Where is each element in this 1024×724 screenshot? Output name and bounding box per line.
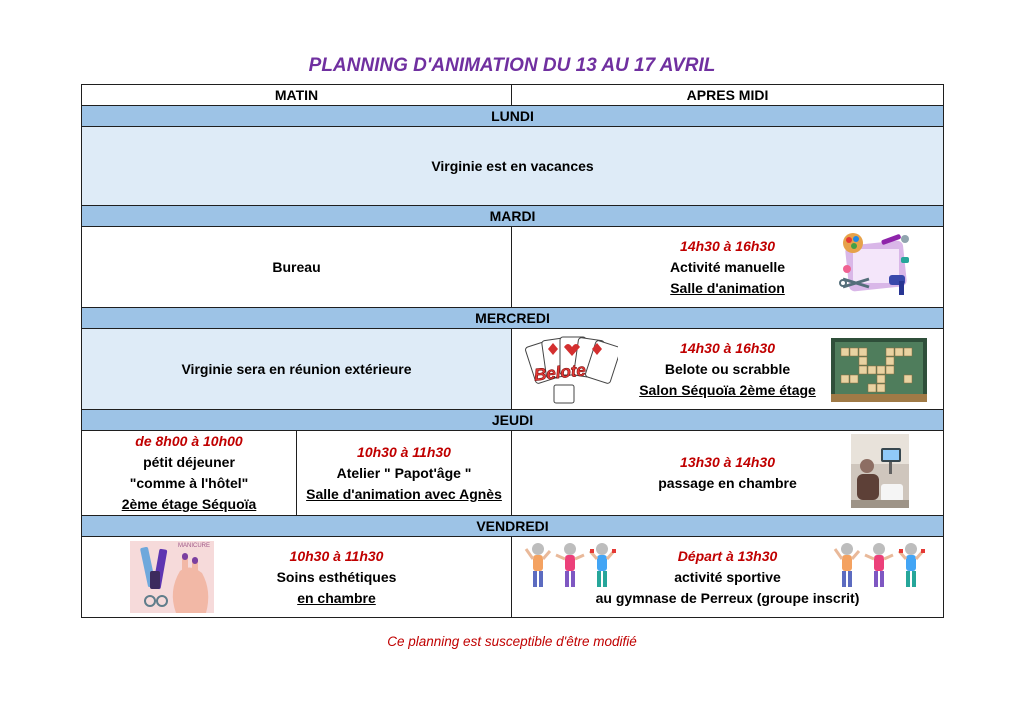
page-title: PLANNING D'ANIMATION DU 13 AU 17 AVRIL [308,55,716,76]
thursday-line-1: pétit déjeuner [143,454,235,470]
thursday-activity-2: Atelier " Papot'âge " [336,464,472,481]
header-row [82,85,944,106]
tuesday-afternoon [512,227,944,308]
friday-time-afternoon: Départ à 13h30 [677,547,778,564]
monday-full-day: Virginie est en vacances [82,127,944,206]
day-friday: VENDREDI [82,516,944,537]
day-tuesday: MARDI [82,206,944,227]
friday-activity-morning: Soins esthétiques [276,568,397,585]
belote-cards-image [524,335,618,405]
room-visit-image [851,434,909,508]
belote-logo-text: Belote [533,360,587,385]
thursday-time-1: de 8h00 à 10h00 [135,433,243,449]
day-thursday: JEUDI [82,410,944,431]
wednesday-place: Salon Séquoïa 2ème étage [639,381,816,398]
thursday-afternoon [512,431,944,516]
day-wednesday: MERCREDI [82,308,944,329]
thursday-time-3: 13h30 à 14h30 [680,454,775,470]
friday-place-morning: en chambre [297,589,376,606]
header-afternoon: APRES MIDI [512,85,944,106]
tuesday-activity: Activité manuelle [669,258,786,275]
friday-activity-afternoon: activité sportive [674,568,781,585]
friday-morning [82,537,512,618]
tuesday-morning: Bureau [82,227,512,308]
wednesday-activity: Belote ou scrabble [664,360,791,377]
scrabble-board-image [831,338,927,402]
header-morning: MATIN [82,85,512,106]
tuesday-place: Salle d'animation [670,279,785,296]
wednesday-afternoon [512,329,944,410]
thursday-line-2: "comme à l'hôtel" [129,475,249,491]
manicure-image [130,541,214,613]
friday-afternoon [512,537,944,618]
footer-note: Ce planning est susceptible d'être modifié [387,634,637,649]
thursday-morning-1 [82,431,297,516]
tuesday-time: 14h30 à 16h30 [680,237,775,254]
thursday-activity-3: passage en chambre [658,475,797,491]
friday-place-afternoon: au gymnase de Perreux (groupe inscrit) [595,589,860,606]
crafts-image [839,231,915,299]
manicure-label: MANICURE [177,543,210,549]
fitness-seniors-image-left [524,541,616,591]
wednesday-time: 14h30 à 16h30 [680,339,775,356]
fitness-seniors-image-right [833,541,925,591]
schedule-table [81,84,944,618]
thursday-place-1: 2ème étage Séquoïa [121,496,257,512]
friday-time-morning: 10h30 à 11h30 [289,547,384,564]
day-monday: LUNDI [82,106,944,127]
wednesday-morning: Virginie sera en réunion extérieure [82,329,512,410]
thursday-morning-2 [297,431,512,516]
thursday-time-2: 10h30 à 11h30 [357,443,451,460]
thursday-place-2: Salle d'animation avec Agnès [306,485,502,502]
